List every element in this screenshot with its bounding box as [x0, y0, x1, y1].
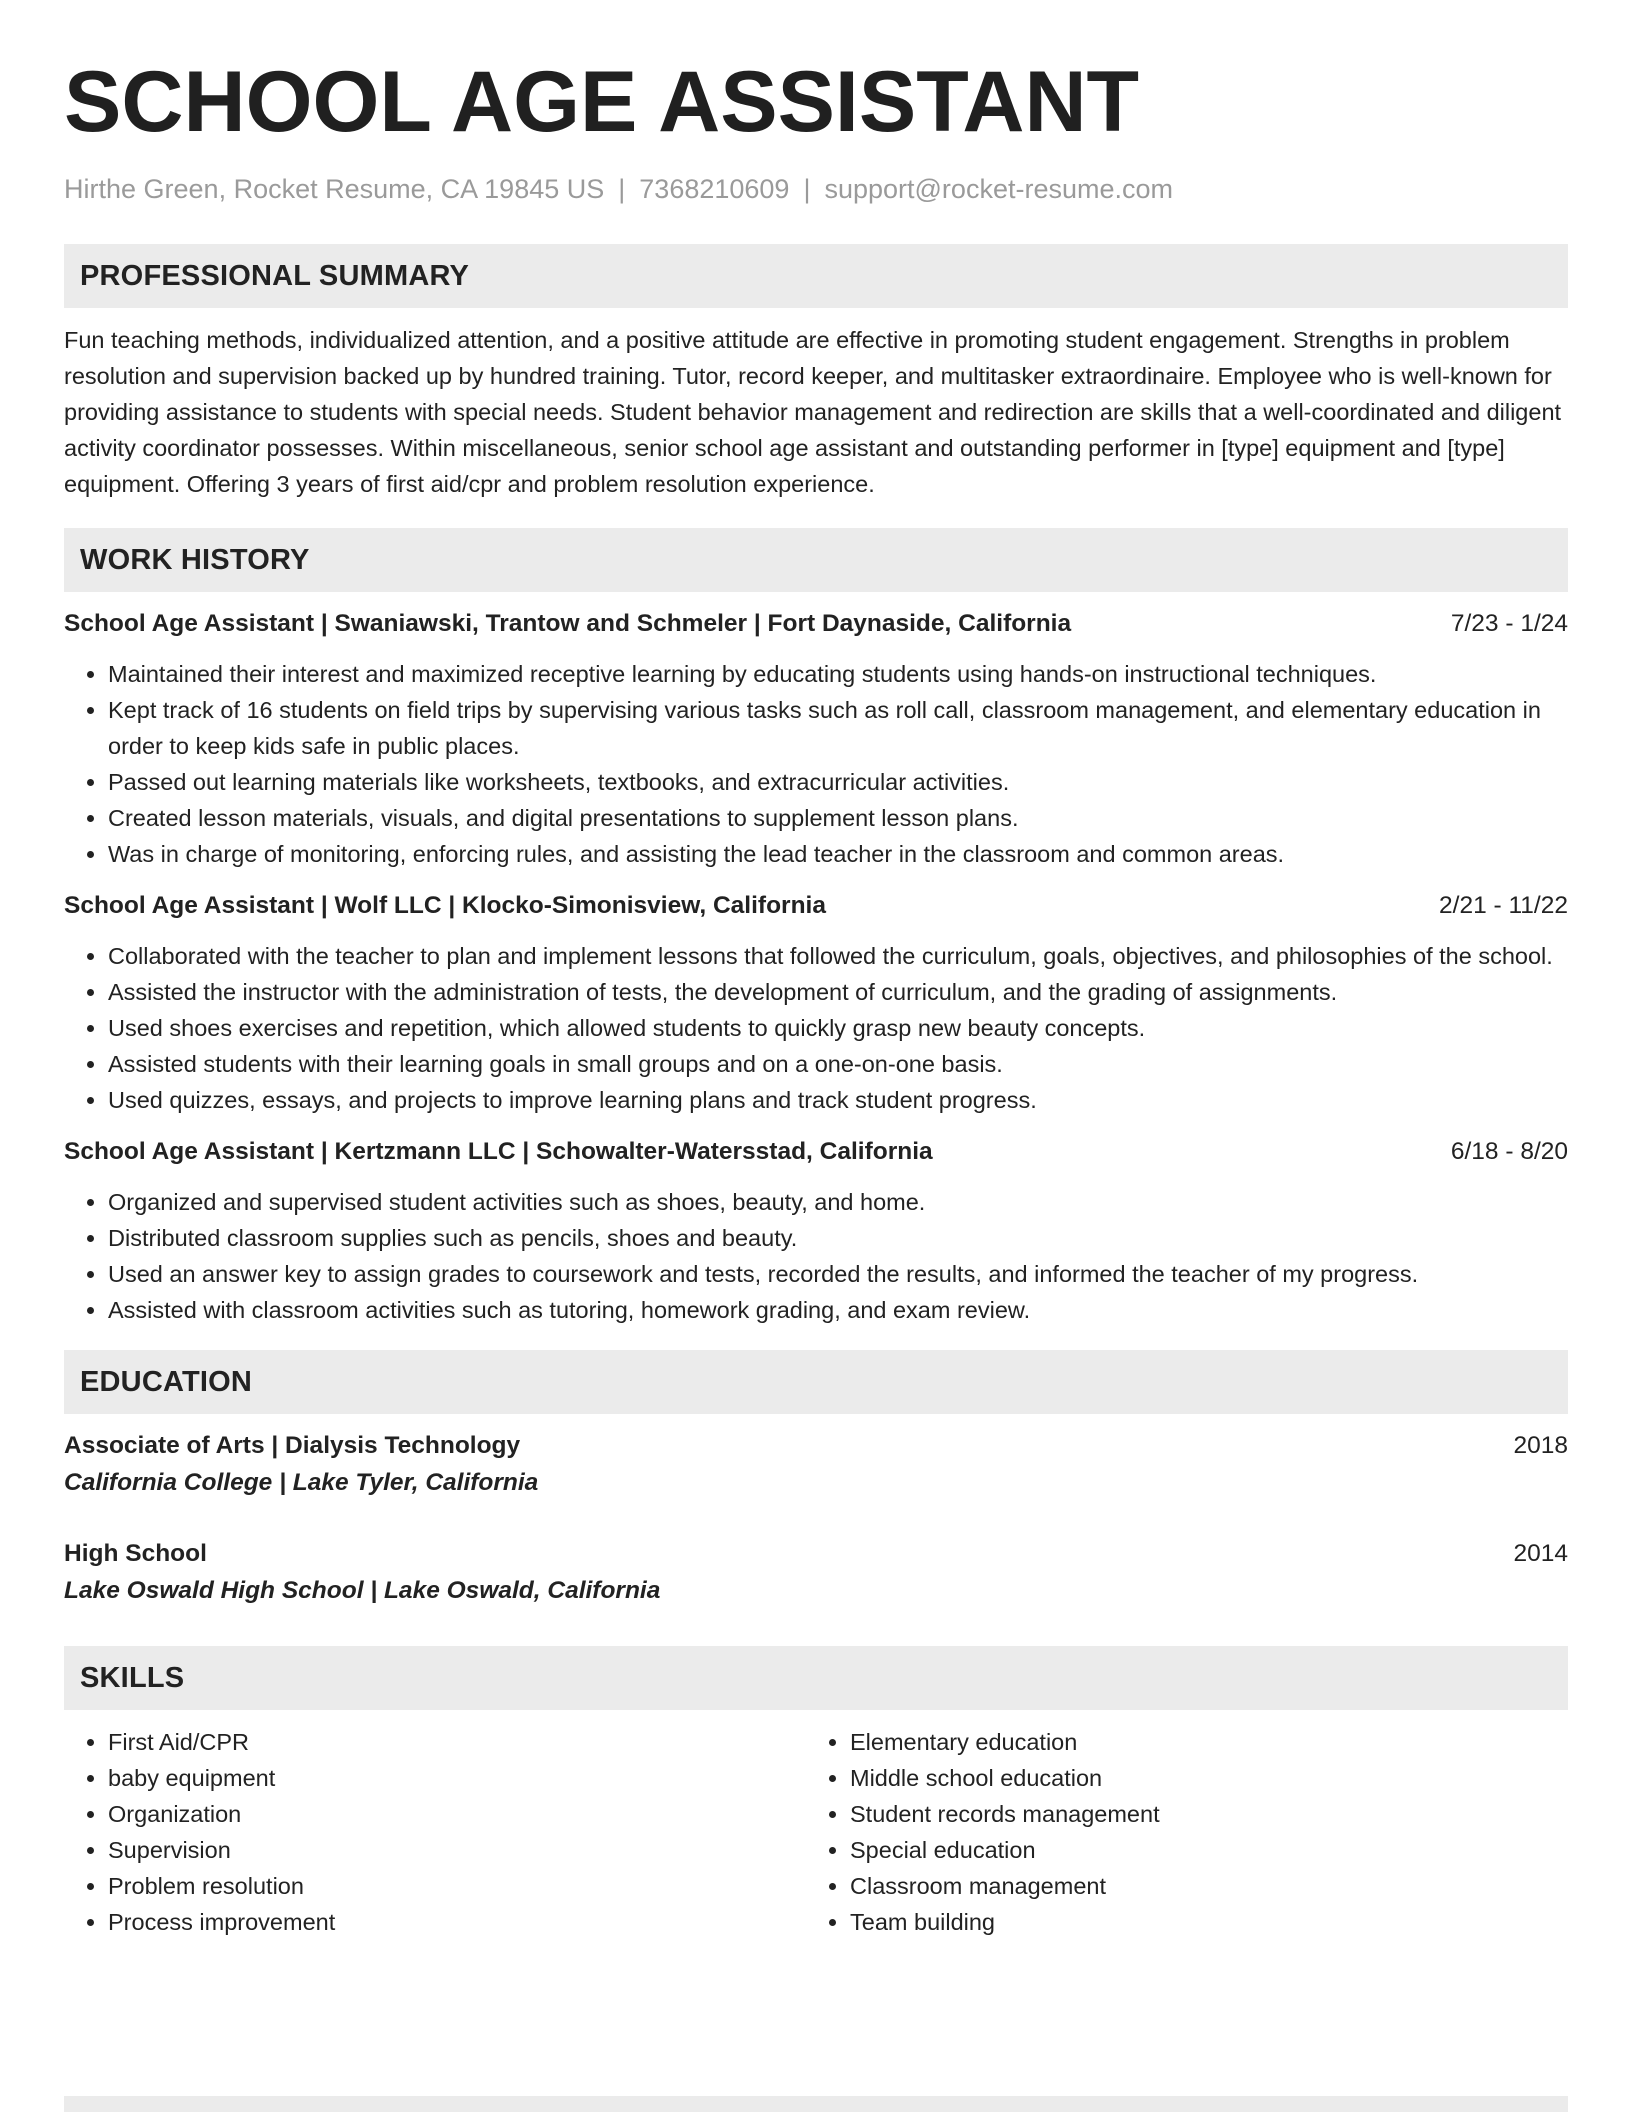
education-entry — [64, 1428, 1568, 1502]
job-entry — [64, 606, 1568, 872]
skills-section-title: SKILLS — [80, 1661, 185, 1694]
summary-text: Fun teaching methods, individualized attention, and a positive attitude are effective in promoting student engagement. Strengths in problem resolution and supervision backed up by hundred training. Tutor, record keeper, and multitasker extraordinaire. Employee who is well-known for providing assistance to students with special needs. Student behavior management and redirection are skills that a well-coordinated and diligent activity coordinator possesses. Within miscellaneous, senior school age assistant and outstanding performer in [type] equipment and [type] equipment. Offering 3 years of first aid/cpr and problem resolution experience. — [64, 327, 1562, 497]
skill-item: • Team building — [850, 1904, 1548, 1940]
job-heading: School Age Assistant | Kertzmann LLC | Schowalter-Watersstad, California — [64, 1138, 933, 1165]
skills-left-column — [64, 1724, 806, 1940]
job-bullet: • Distributed classroom supplies such as pencils, shoes and beauty. — [108, 1220, 1568, 1256]
skill-item: • Elementary education — [850, 1724, 1548, 1760]
education-year: 2018 — [1513, 1432, 1568, 1459]
job-dates: 6/18 - 8/20 — [1450, 1138, 1568, 1165]
skill-item: • Problem resolution — [108, 1868, 806, 1904]
skill-item: • Process improvement — [108, 1904, 806, 1940]
skills-section-header — [64, 1646, 1568, 1710]
skill-item: • baby equipment — [108, 1760, 806, 1796]
job-bullet: • Used shoes exercises and repetition, which allowed students to quickly grasp new beauty concepts. — [108, 1010, 1568, 1046]
work-section-header — [64, 528, 1568, 592]
job-header — [64, 606, 1568, 642]
job-bullet: • Collaborated with the teacher to plan and implement lessons that followed the curriculum, goals, objectives, and philosophies of the school. — [108, 938, 1568, 974]
job-bullets — [64, 656, 1568, 872]
job-entry — [64, 888, 1568, 1118]
education-school: Lake Oswald High School | Lake Oswald, California — [64, 1577, 661, 1604]
skill-item: • Middle school education — [850, 1760, 1548, 1796]
contact-line — [64, 172, 1568, 206]
education-school: California College | Lake Tyler, California — [64, 1469, 539, 1496]
job-bullet: • Passed out learning materials like worksheets, textbooks, and extracurricular activities. — [108, 764, 1568, 800]
education-header — [64, 1536, 1568, 1572]
resume-name-title: SCHOOL AGE ASSISTANT — [64, 54, 1140, 150]
job-bullet: • Assisted with classroom activities such as tutoring, homework grading, and exam review. — [108, 1292, 1568, 1328]
education-entry — [64, 1536, 1568, 1610]
job-bullet: • Used an answer key to assign grades to coursework and tests, recorded the results, and informed the teacher of my progress. — [108, 1256, 1568, 1292]
job-bullet: • Was in charge of monitoring, enforcing rules, and assisting the lead teacher in the classroom and common areas. — [108, 836, 1568, 872]
contact-separator: | — [618, 174, 626, 204]
contact-separator: | — [803, 174, 811, 204]
job-heading: School Age Assistant | Swaniawski, Trantow and Schmeler | Fort Daynaside, California — [64, 610, 1072, 637]
education-section-header — [64, 1350, 1568, 1414]
contact-address: Hirthe Green, Rocket Resume, CA 19845 US — [64, 174, 605, 204]
job-bullet: • Assisted the instructor with the administration of tests, the development of curriculum, and the grading of assignments. — [108, 974, 1568, 1010]
contact-email: support@rocket-resume.com — [824, 174, 1173, 204]
job-bullet: • Used quizzes, essays, and projects to improve learning plans and track student progress. — [108, 1082, 1568, 1118]
job-bullet: • Organized and supervised student activities such as shoes, beauty, and home. — [108, 1184, 1568, 1220]
contact-phone: 7368210609 — [639, 174, 790, 204]
skills-columns — [64, 1724, 1568, 1940]
skill-item: • Organization — [108, 1796, 806, 1832]
job-header — [64, 888, 1568, 924]
education-degree: High School — [64, 1540, 207, 1567]
job-bullet: • Maintained their interest and maximized receptive learning by educating students using hands-on instructional techniques. — [108, 656, 1568, 692]
skill-item: • Classroom management — [850, 1868, 1548, 1904]
education-section-title: EDUCATION — [80, 1365, 253, 1398]
skill-item: • Supervision — [108, 1832, 806, 1868]
job-bullet: • Created lesson materials, visuals, and digital presentations to supplement lesson plans. — [108, 800, 1568, 836]
education-degree: Associate of Arts | Dialysis Technology — [64, 1432, 521, 1459]
resume-page — [64, 0, 1568, 1940]
next-section-header-bar — [64, 2096, 1568, 2112]
skill-item: • Special education — [850, 1832, 1548, 1868]
job-heading: School Age Assistant | Wolf LLC | Klocko-Simonisview, California — [64, 892, 826, 919]
skill-item: • Student records management — [850, 1796, 1548, 1832]
job-header — [64, 1134, 1568, 1170]
skills-right-column — [806, 1724, 1548, 1940]
job-bullet: • Assisted students with their learning goals in small groups and on a one-on-one basis. — [108, 1046, 1568, 1082]
job-bullet: • Kept track of 16 students on field trips by supervising various tasks such as roll call, classroom management, and elementary education in order to keep kids safe in public places. — [108, 692, 1568, 764]
education-year: 2014 — [1513, 1540, 1568, 1567]
work-section-title: WORK HISTORY — [80, 543, 310, 576]
job-bullets — [64, 938, 1568, 1118]
job-dates: 7/23 - 1/24 — [1450, 610, 1568, 637]
job-bullets — [64, 1184, 1568, 1328]
summary-section-header — [64, 244, 1568, 308]
skill-item: • First Aid/CPR — [108, 1724, 806, 1760]
education-header — [64, 1428, 1568, 1464]
job-entry — [64, 1134, 1568, 1328]
job-dates: 2/21 - 11/22 — [1439, 892, 1568, 919]
summary-section-title: PROFESSIONAL SUMMARY — [80, 259, 470, 292]
